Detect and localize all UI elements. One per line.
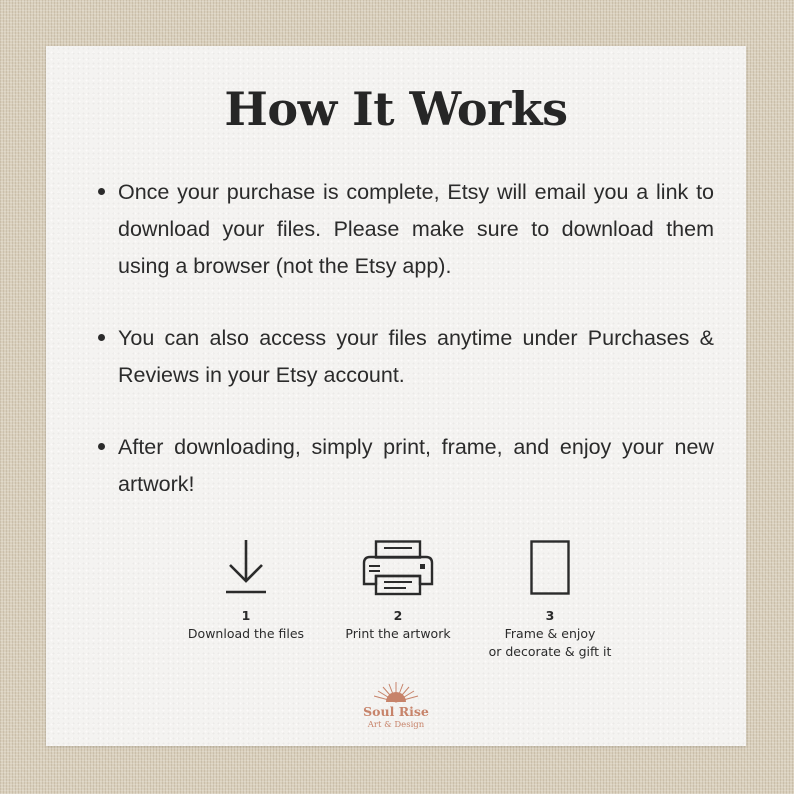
step-number: 2 [393,608,403,623]
brand-logo [346,680,446,736]
page-title: How It Works [224,82,568,136]
step-label: Frame & enjoy [504,626,596,641]
step-number: 1 [241,608,251,623]
step-label: Download the files [187,626,305,641]
sunrise-icon [346,680,446,706]
download-icon [224,540,268,596]
bullet-icon [98,188,105,195]
brand-subtitle: Art & Design [367,720,425,730]
list-item [98,174,714,285]
step-print [318,540,478,643]
steps-row [166,540,626,670]
step-label: Print the artwork [345,626,451,641]
bullet-icon [98,334,105,341]
list-item [98,429,714,503]
info-card [46,46,746,746]
list-item-text: You can also access your files anytime under Purchases & Reviews in your Etsy account. [118,326,714,387]
bullet-icon [98,443,105,450]
instruction-list [98,174,714,538]
brand-name: Soul Rise [363,704,429,719]
step-number: 3 [545,608,555,623]
step-download [166,540,326,643]
step-frame [470,540,630,661]
printer-icon [362,540,434,596]
step-label-secondary: or decorate & gift it [488,644,612,659]
list-item-text: After downloading, simply print, frame, and enjoy your new artwork! [118,435,714,496]
list-item-text: Once your purchase is complete, Etsy will email you a link to download your files. Please make sure to download them using a browser (not the Etsy app). [118,180,714,278]
frame-icon [530,540,570,596]
list-item [98,320,714,394]
